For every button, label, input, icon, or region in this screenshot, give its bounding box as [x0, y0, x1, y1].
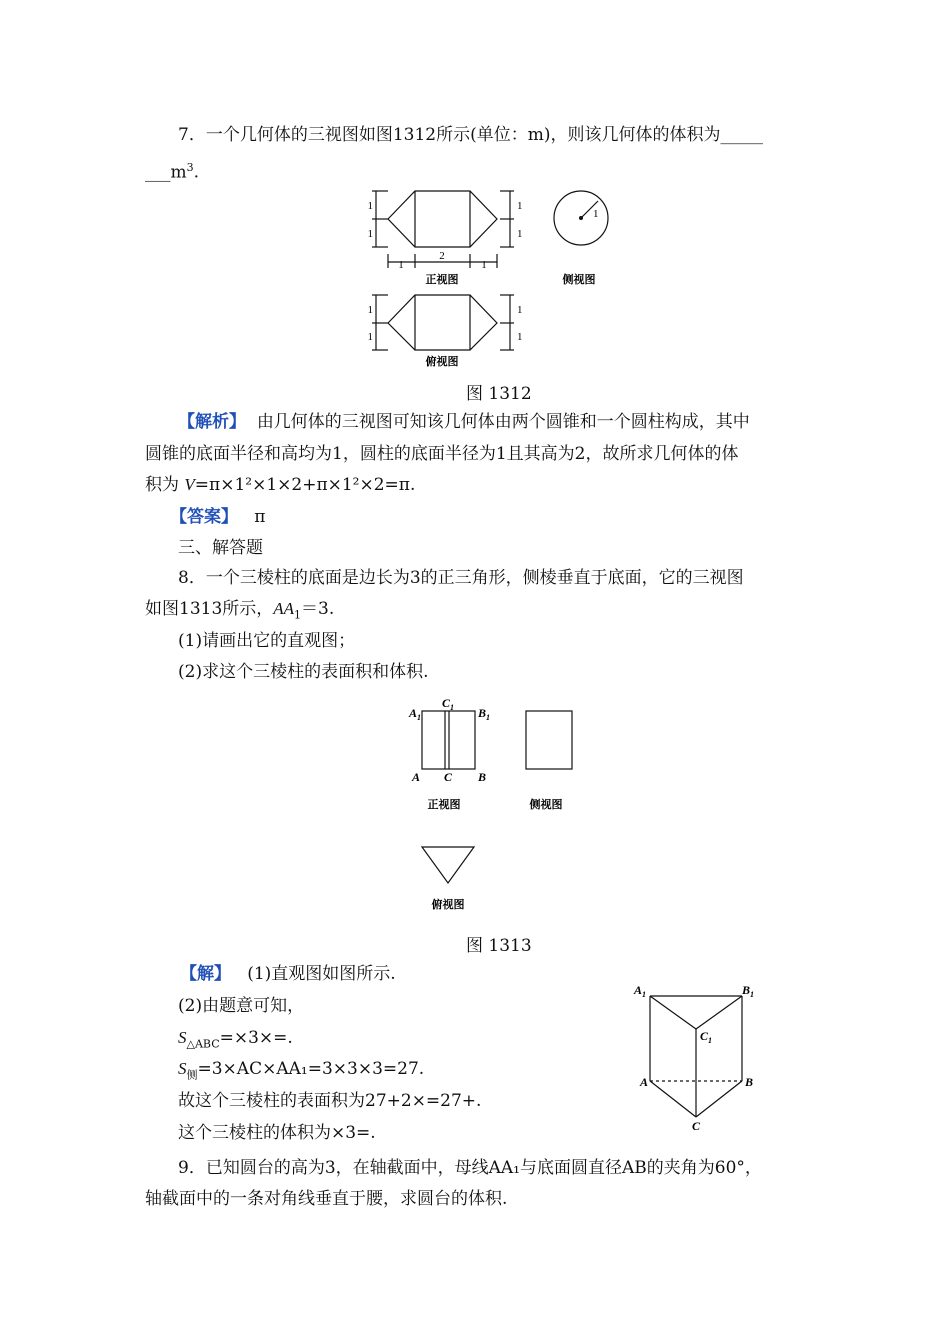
- q8-var-sub: 1: [294, 608, 302, 622]
- label-a: A: [412, 770, 421, 784]
- dim-label: 1: [517, 200, 523, 212]
- sol3-sub: △ABC: [186, 1037, 220, 1051]
- q8-line2-prefix: 如图1313所示，: [145, 599, 274, 619]
- q7-line2: [145, 156, 199, 185]
- side-view-title: 侧视图: [529, 798, 563, 811]
- figure-1313-caption: 图 1313: [466, 936, 532, 956]
- analysis-text: 由几何体的三视图可知该几何体由两个圆锥和一个圆柱构成，其中: [256, 412, 750, 432]
- q9-line2: 轴截面中的一条对角线垂直于腰，求圆台的体积.: [145, 1189, 508, 1209]
- edge-a-c: [650, 1081, 696, 1117]
- q7-line2-suffix: .: [193, 162, 200, 183]
- q7-analysis-line2: 圆锥的底面半径和高均为1，圆柱的底面半径为1且其高为2，故所求几何体的体: [145, 444, 739, 464]
- answer-value: π: [254, 507, 266, 527]
- figure-1313: [400, 695, 600, 920]
- side-view-center: [579, 216, 583, 220]
- front-view-title: 正视图: [427, 798, 461, 811]
- q8-part2: (2)求这个三棱柱的表面积和体积.: [178, 662, 429, 682]
- side-view-title: 侧视图: [562, 273, 596, 286]
- label-a: A: [640, 1075, 649, 1089]
- prism-figure: [630, 982, 770, 1132]
- top-view-title: 俯视图: [425, 355, 459, 368]
- dim-label: 1: [517, 331, 523, 343]
- q9-line1: 9．已知圆台的高为3，在轴截面中，母线AA₁与底面圆直径AB的夹角为60°，: [178, 1158, 762, 1178]
- label-b1: $B_1$: [478, 706, 491, 722]
- radius-label: 1: [593, 208, 599, 220]
- q7-answer: [170, 505, 265, 529]
- top-view-title: 俯视图: [431, 898, 465, 911]
- label-c: C: [444, 770, 453, 784]
- sol4-sub: 侧: [186, 1068, 198, 1082]
- q8-sol1: [180, 962, 396, 986]
- q8-line1: 8．一个三棱柱的底面是边长为3的正三角形，侧棱垂直于底面，它的三视图: [178, 568, 744, 588]
- label-b1: $B_1$: [742, 983, 755, 999]
- front-view-outline: [388, 191, 497, 247]
- figure-1312: [360, 180, 620, 375]
- analysis-prefix: 积为: [145, 475, 179, 495]
- top-view-triangle: [422, 847, 474, 883]
- sol1-text: (1)直观图如图所示.: [247, 964, 396, 984]
- label-a1: $A_1$: [409, 706, 422, 722]
- edge-b1-c1: [696, 996, 742, 1029]
- q8-line2-suffix: ＝3.: [301, 599, 335, 619]
- analysis-formula: =π×1²×1×2+π×1²×2=π.: [194, 475, 416, 495]
- q7-line2-prefix: ___m: [145, 162, 187, 183]
- q8-sol4: [178, 1057, 424, 1087]
- edge-a1-c1: [650, 996, 696, 1029]
- label-a1: $A_1$: [634, 983, 647, 999]
- q8-sol5: 故这个三棱柱的表面积为27+2×=27+.: [178, 1091, 482, 1111]
- sol3-var: S: [178, 1028, 187, 1047]
- q7-unit-exponent: 3: [186, 161, 194, 174]
- dim-label: 1: [367, 304, 373, 316]
- dim-label: 1: [481, 259, 487, 271]
- label-c: C: [692, 1119, 701, 1133]
- answer-tag: 【答案】: [170, 507, 238, 527]
- edge-b-c: [696, 1081, 742, 1117]
- q8-sol3: [178, 1026, 293, 1056]
- sol4-rest: =3×AC×AA₁=3×3×3=27.: [197, 1059, 425, 1079]
- sol3-rest: =×3×=.: [219, 1028, 293, 1048]
- solution-tag: 【解】: [180, 964, 231, 984]
- q7-analysis-line1: [178, 410, 750, 434]
- label-c1: $C_1$: [442, 696, 455, 712]
- figure-1312-caption: 图 1312: [466, 384, 532, 404]
- label-b: B: [478, 770, 487, 784]
- dim-label: 1: [517, 228, 523, 240]
- q8-var-aa: AA: [273, 599, 295, 618]
- side-view-rect: [526, 711, 572, 769]
- label-b: B: [745, 1075, 754, 1089]
- analysis-tag: 【解析】: [178, 412, 246, 432]
- dim-label: 1: [367, 228, 373, 240]
- analysis-var-v: V: [184, 475, 195, 494]
- dim-label: 1: [367, 200, 373, 212]
- dim-label: 1: [367, 331, 373, 343]
- q7-line1: 7．一个几何体的三视图如图1312所示(单位：m)，则该几何体的体积为_____: [178, 125, 763, 145]
- dim-label: 2: [439, 250, 445, 262]
- label-c1: $C_1$: [700, 1029, 713, 1045]
- q8-line2: [145, 597, 334, 627]
- dim-label: 1: [517, 304, 523, 316]
- front-view-title: 正视图: [425, 273, 459, 286]
- q8-sol6: 这个三棱柱的体积为×3=.: [178, 1123, 376, 1143]
- q8-part1: (1)请画出它的直观图；: [178, 631, 356, 651]
- q7-analysis-line3: [145, 473, 415, 497]
- dim-label: 1: [398, 259, 404, 271]
- top-view-outline: [388, 295, 497, 350]
- sol4-var: S: [178, 1059, 187, 1078]
- section-title: 三、解答题: [178, 538, 263, 558]
- q8-sol2: (2)由题意可知，: [178, 996, 305, 1016]
